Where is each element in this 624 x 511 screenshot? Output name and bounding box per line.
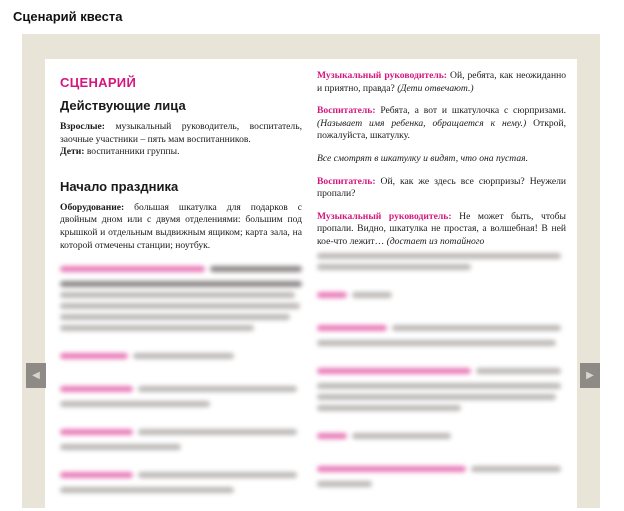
chevron-right-icon: ▶ [586, 370, 594, 381]
speaker-label: Музыкальный руководитель: [317, 70, 447, 81]
previous-page-button[interactable] [26, 363, 46, 388]
blurred-line [317, 288, 566, 303]
stage-direction: (Называет имя ребенка, обращается к нему.) [317, 117, 527, 129]
dialogue-text: Ой, ребята, как неожиданно и приятно, правда? [317, 70, 567, 94]
cast-kids [60, 146, 302, 159]
cast-adults [60, 121, 302, 146]
cast-kids-text: воспитанники группы. [84, 146, 180, 158]
left-column [60, 70, 302, 511]
blurred-paragraph [60, 262, 302, 331]
dialogue-line [317, 70, 566, 95]
blurred-paragraph [317, 462, 566, 487]
speaker-label: Музыкальный руководитель: [317, 210, 452, 222]
dialogue-text: Ой, как же здесь все сюрпризы? Неужели пропали? [317, 175, 566, 200]
blurred-paragraph [60, 382, 302, 407]
equipment-paragraph [60, 202, 302, 252]
blurred-paragraph [317, 321, 566, 346]
blurred-line [317, 429, 566, 444]
right-column [317, 70, 566, 505]
blurred-paragraph [60, 468, 302, 493]
document-heading: СЦЕНАРИЙ [60, 75, 137, 90]
opening-title: Начало праздника [60, 178, 179, 194]
dialogue-text: Ребята, а вот и шкатулочка с сюрпризами. [375, 105, 566, 117]
blurred-paragraph [60, 425, 302, 450]
blurred-paragraph [317, 253, 566, 270]
stage-direction-line: Все смотрят в шкатулку и видят, что она пустая. [317, 152, 528, 164]
document-page [45, 59, 577, 508]
cast-kids-label: Дети: [60, 146, 85, 158]
dialogue-text: Не может быть, чтобы пропали. Видно, шкатулка не простая, а волшебная! В ней кое-что лежит… [317, 210, 567, 247]
page-title: Сценарий квеста [13, 9, 123, 24]
speaker-label: Воспитатель: [317, 175, 376, 187]
dialogue-line [317, 176, 566, 201]
speaker-label: Воспитатель: [317, 105, 376, 117]
cast-adults-text: музыкальный руководитель, воспитатель, заочные участники – пять мам воспитанников. [60, 121, 302, 145]
equipment-text: большая шкатулка для подарков с двойным дном или с двумя отделениями: большим под крышкой и отдельным выдвижным ящиком; карта зала, на которой отмечены станции; ноутбук. [60, 201, 302, 251]
equipment-label: Оборудование: [60, 201, 125, 213]
dialogue-text: Открой, пожалуйста, шкатулку. [317, 117, 566, 142]
next-page-button[interactable] [580, 363, 600, 388]
blurred-paragraph [317, 364, 566, 411]
stage-direction: (Дети отвечают.) [397, 82, 474, 94]
chevron-left-icon: ◀ [32, 370, 40, 381]
dialogue-line [317, 211, 566, 249]
stage-direction: (достает из потайного [386, 235, 485, 247]
cast-title: Действующие лица [60, 98, 186, 113]
dialogue-line [317, 105, 566, 143]
blurred-line [60, 349, 302, 364]
cast-adults-label: Взрослые: [60, 121, 105, 132]
